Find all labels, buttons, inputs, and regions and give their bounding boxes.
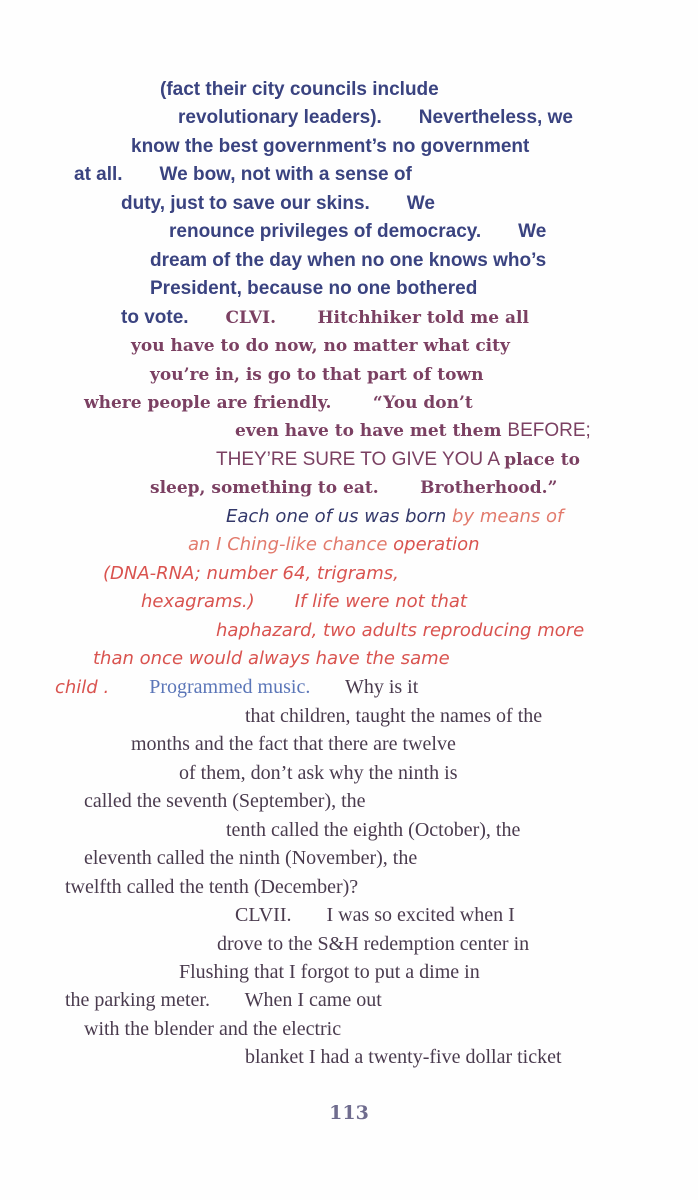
text-line xyxy=(179,759,458,787)
text-line xyxy=(226,816,520,844)
text-line xyxy=(65,873,358,901)
text-segment: months and the fact that there are twelve xyxy=(131,733,456,756)
text-segment: eleventh called the ninth (November), the xyxy=(84,847,418,870)
text-segment: than once would always have the same xyxy=(93,648,450,669)
text-segment: you’re in, is go to that part of town xyxy=(150,364,484,385)
text-line xyxy=(55,673,418,701)
text-line xyxy=(235,417,591,445)
text-segment: duty, just to save our skins. We xyxy=(121,192,435,214)
text-line xyxy=(179,958,480,986)
text-line xyxy=(188,531,480,559)
text-line xyxy=(150,361,483,389)
text-line xyxy=(65,986,382,1014)
text-segment: even have to have met them xyxy=(235,421,508,442)
text-line xyxy=(141,588,467,616)
text-segment: Why is it xyxy=(310,676,419,699)
text-segment: blanket I had a twenty-five dollar ticket xyxy=(245,1046,562,1069)
text-segment: revolutionary leaders). Nevertheless, we xyxy=(178,107,573,129)
text-line xyxy=(216,446,580,474)
text-segment: child . xyxy=(55,677,150,699)
text-line xyxy=(84,844,417,872)
text-segment: called the seventh (September), the xyxy=(84,790,366,813)
text-segment: drove to the S&H redemption center in xyxy=(217,932,530,955)
text-segment: with the blender and the electric xyxy=(84,1017,342,1040)
text-line xyxy=(150,247,546,275)
text-line xyxy=(103,560,399,588)
text-segment: sleep, something to eat. Brotherhood.” xyxy=(150,478,558,499)
text-line xyxy=(245,702,542,730)
text-segment: hexagrams.) If life were not that xyxy=(141,591,467,613)
text-line xyxy=(150,275,477,303)
text-segment: CLVII. I was so excited when I xyxy=(235,904,515,927)
text-segment: place to xyxy=(504,449,580,470)
text-line xyxy=(235,901,515,929)
text-segment: dream of the day when no one knows who’s xyxy=(150,249,547,271)
text-line xyxy=(93,645,450,673)
text-segment: CLVI. Hitchhiker told me all xyxy=(225,307,529,328)
text-line xyxy=(84,389,473,417)
text-line xyxy=(121,190,435,218)
text-line xyxy=(131,133,529,161)
text-segment: an I Ching-like chance xyxy=(188,534,394,556)
page-number: 113 xyxy=(329,1102,369,1124)
text-line xyxy=(131,730,456,758)
text-segment: the parking meter. When I came out xyxy=(65,989,382,1012)
text-segment: BEFORE; xyxy=(507,420,591,442)
text-line xyxy=(160,76,439,104)
text-segment: operation xyxy=(393,534,480,556)
text-line xyxy=(226,503,563,531)
text-line xyxy=(216,617,584,645)
text-segment: (fact their city councils include xyxy=(160,79,439,100)
text-segment: haphazard, two adults reproducing more xyxy=(216,619,585,641)
text-segment: Each one of us was born xyxy=(226,505,453,527)
text-line xyxy=(178,104,573,132)
text-line xyxy=(245,1043,562,1071)
text-segment: Programmed music. xyxy=(149,676,311,699)
text-segment: (DNA-RNA; number 64, trigrams, xyxy=(103,562,399,584)
text-segment: where people are friendly. “You don’t xyxy=(84,392,473,413)
text-line xyxy=(74,161,412,189)
text-segment: by means of xyxy=(452,505,564,527)
text-segment: tenth called the eighth (October), the xyxy=(226,818,521,841)
text-segment: President, because no one bothered xyxy=(150,278,478,300)
text-segment: renounce privileges of democracy. We xyxy=(169,221,547,243)
text-line xyxy=(131,332,510,360)
text-segment: to vote. xyxy=(121,306,226,328)
text-line xyxy=(169,218,546,246)
text-line xyxy=(121,304,529,332)
text-segment: THEY’RE SURE TO GIVE YOU A xyxy=(216,448,505,470)
text-segment: that children, taught the names of the xyxy=(245,704,543,727)
text-segment: of them, don’t ask why the ninth is xyxy=(179,761,458,784)
text-line xyxy=(84,787,366,815)
text-segment: at all. We bow, not with a sense of xyxy=(74,164,412,186)
text-segment: you have to do now, no matter what city xyxy=(131,336,510,357)
text-segment: twelfth called the tenth (December)? xyxy=(65,875,359,898)
text-line xyxy=(84,1015,341,1043)
text-line xyxy=(217,930,529,958)
text-segment: know the best government’s no government xyxy=(131,135,530,157)
text-line xyxy=(150,474,557,502)
text-segment: Flushing that I forgot to put a dime in xyxy=(179,960,480,983)
